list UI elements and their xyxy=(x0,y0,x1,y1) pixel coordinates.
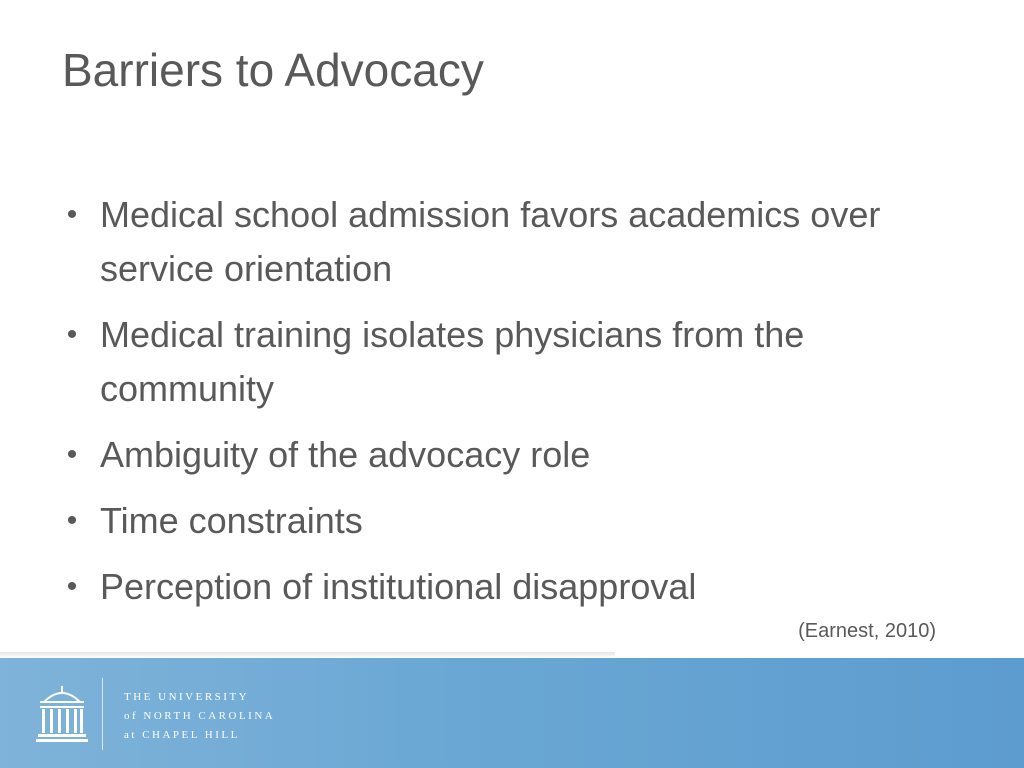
bullet-item xyxy=(62,308,942,416)
bullet-text: Medical training isolates physicians from the community xyxy=(100,314,805,409)
wordmark-line: of NORTH CAROLINA xyxy=(124,710,276,722)
bullet-item xyxy=(62,560,942,614)
bullet-marker: • xyxy=(66,438,78,471)
bullet-text: Medical school admission favors academics over service orientation xyxy=(100,194,881,289)
bullet-marker: • xyxy=(66,504,78,537)
slide-title: Barriers to Advocacy xyxy=(62,44,484,96)
logo-divider xyxy=(102,678,103,750)
bullet-item xyxy=(62,494,942,548)
bullet-text: Time constraints xyxy=(100,500,363,541)
bullet-marker: • xyxy=(66,198,78,231)
wordmark-line: THE UNIVERSITY xyxy=(124,691,250,703)
bullet-marker: • xyxy=(66,570,78,603)
bullet-item xyxy=(62,188,942,296)
footer-band xyxy=(0,658,1024,768)
wordmark-line: at CHAPEL HILL xyxy=(124,729,240,741)
university-wordmark xyxy=(124,688,275,745)
bullet-item xyxy=(62,428,942,482)
bullet-list xyxy=(62,188,942,626)
old-well-icon xyxy=(36,682,88,744)
bullet-text: Perception of institutional disapproval xyxy=(100,566,697,607)
bullet-marker: • xyxy=(66,318,78,351)
citation: (Earnest, 2010) xyxy=(798,620,936,642)
bullet-text: Ambiguity of the advocacy role xyxy=(100,434,591,475)
